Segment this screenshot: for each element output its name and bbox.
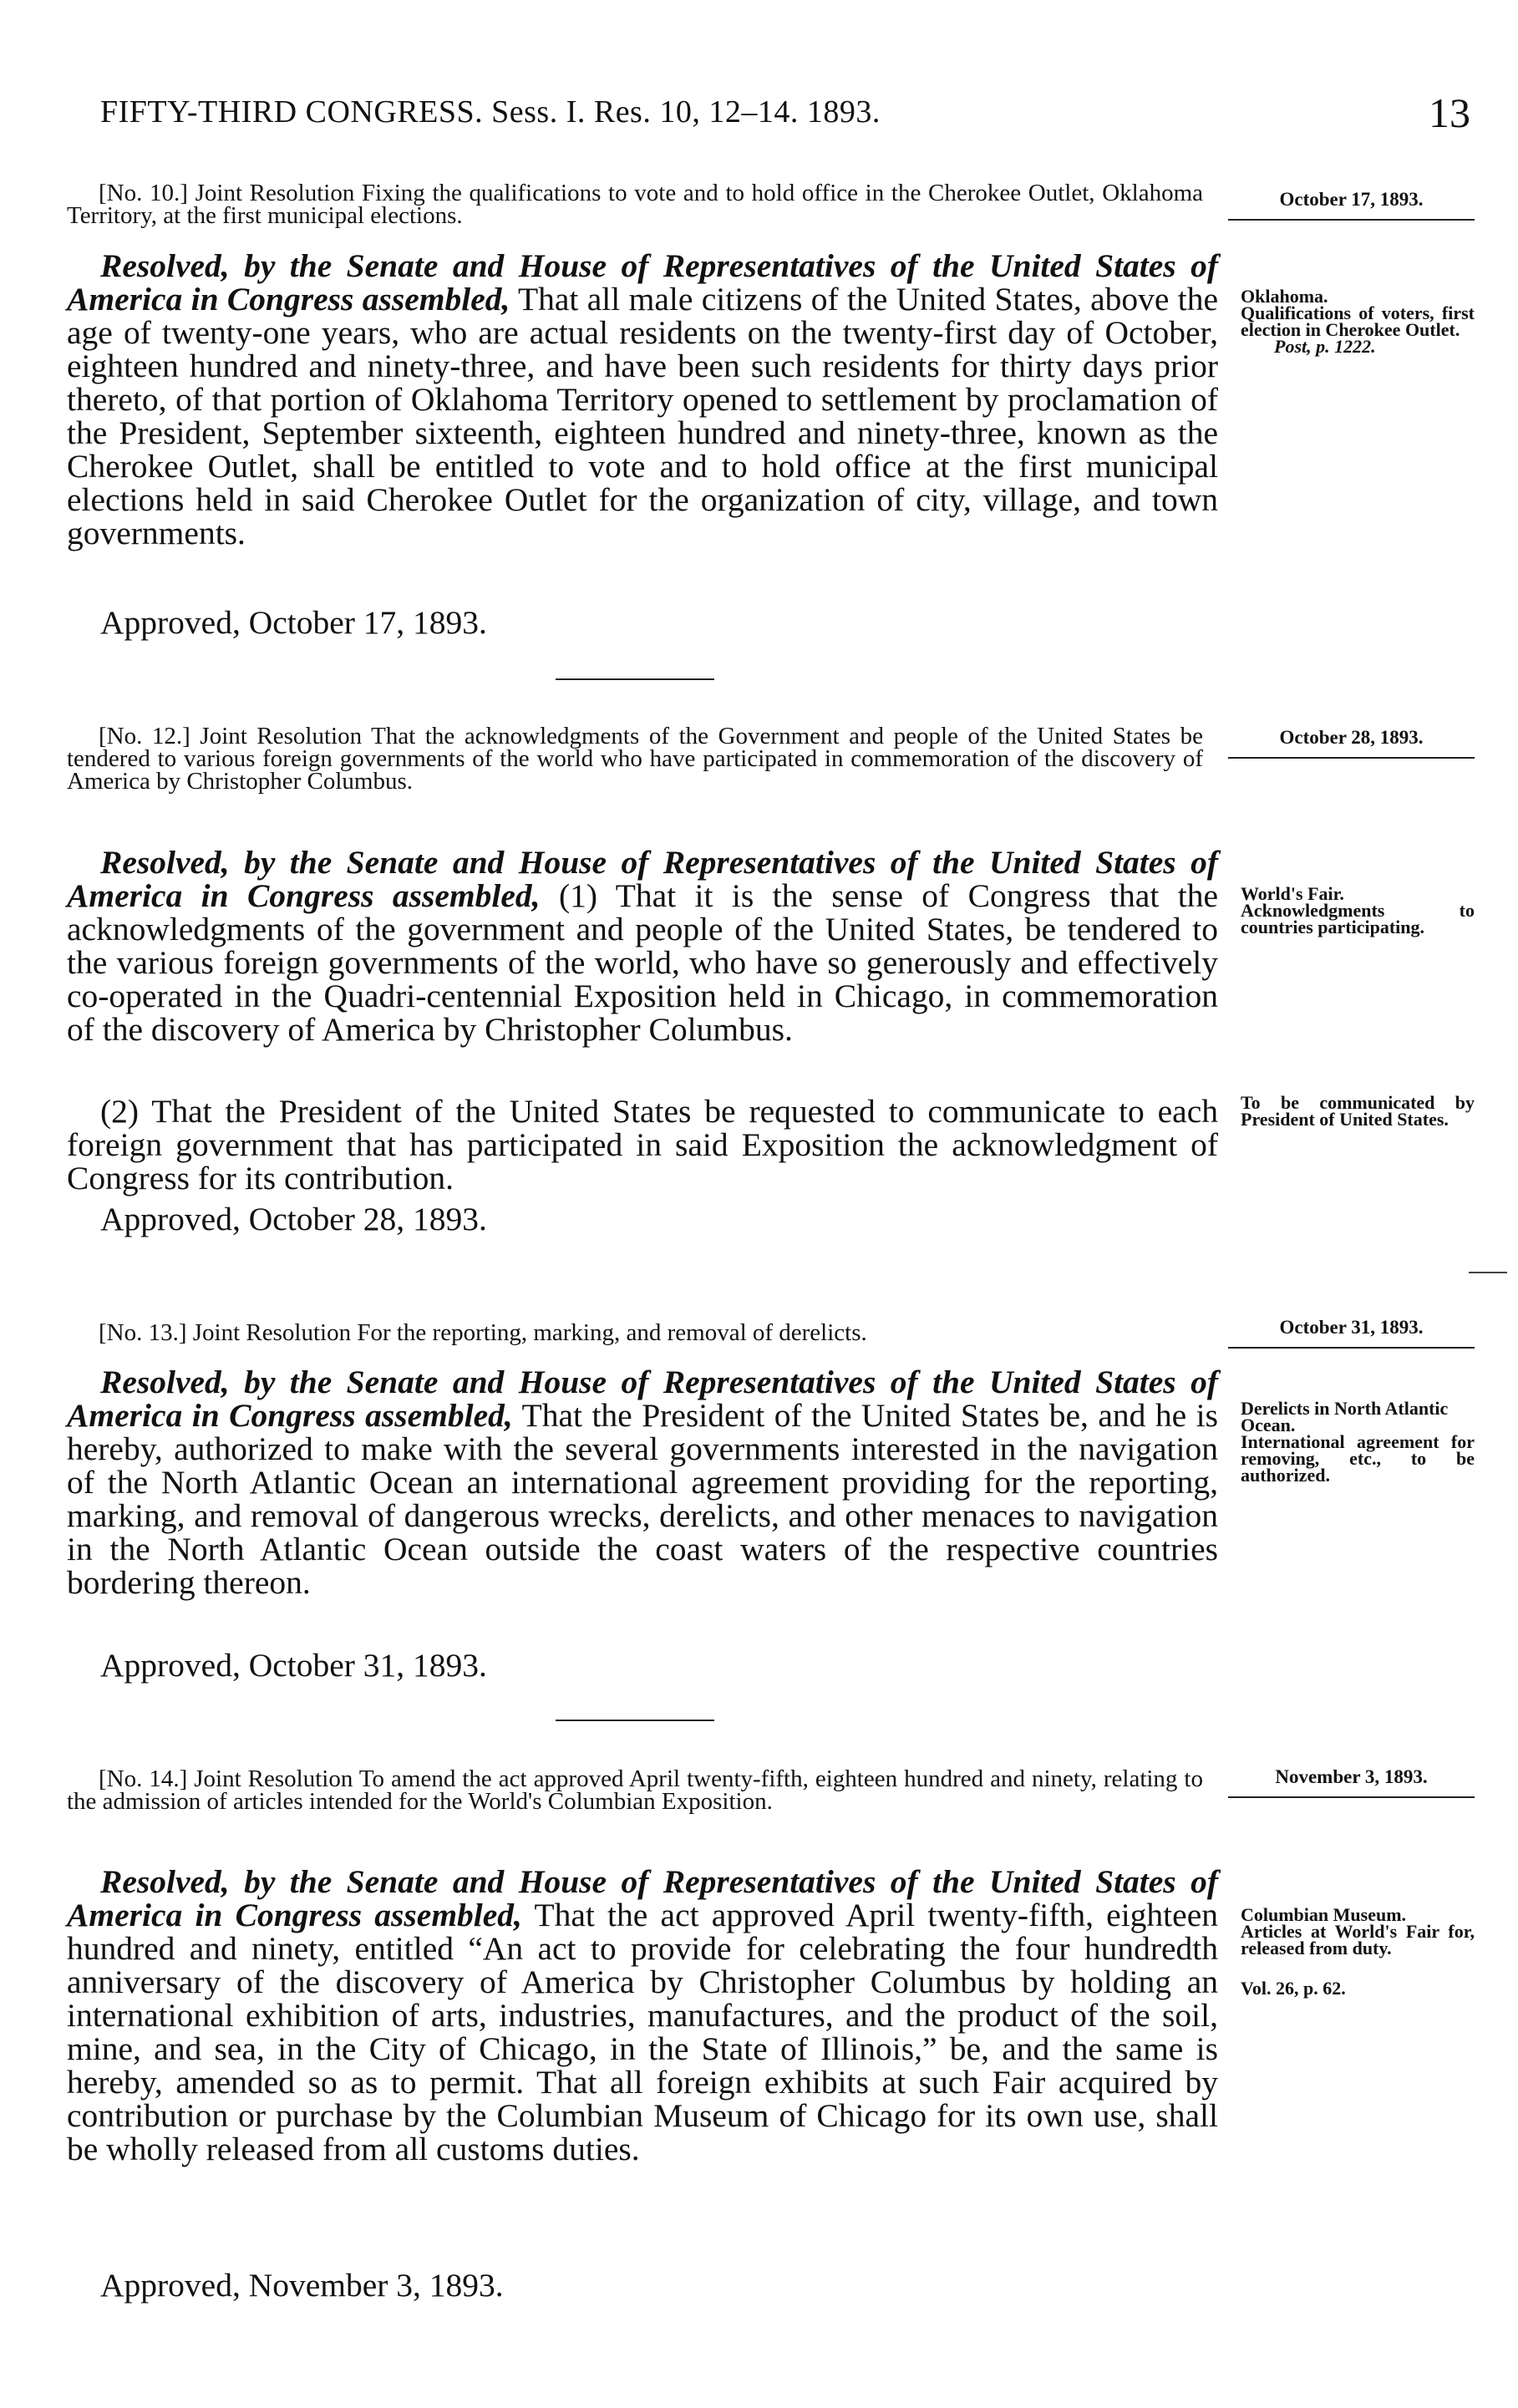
resolution-13-body [67,1365,1218,1599]
margin-note-heading: World's Fair. [1241,883,1344,904]
resolution-14-body [67,1865,1218,2166]
resolution-14-text: That the act approved April twenty-fifth, eighteen hundred and ninety, entitled “An act to provide for celebrating the four hundredth anniversary of the discovery of America by Christopher Columbus by holding an international exhibition of arts, industries, manufactures, and the product of the soil, mine, and sea, in the City of Chicago, in the State of Illinois,” be, and the same is hereby, amended so as to permit. That all foreign exhibits at such Fair acquired by contribution or purchase by the Columbian Museum of Chicago for its own use, shall be wholly released from all customs duties. [67,1897,1218,2167]
margin-note-heading: Oklahoma. [1241,286,1328,307]
resolution-12-approved: Approved, October 28, 1893. [100,1201,487,1237]
resolution-13-heading: [No. 13.] Joint Resolution For the reporting, marking, and removal of derelicts. [99,1319,867,1346]
resolution-10-heading: [No. 10.] Joint Resolution Fixing the qualifications to vote and to hold office in the Cherokee Outlet, Oklahoma Territory, at the first municipal elections. [67,180,1203,229]
resolution-13-approved: Approved, October 31, 1893. [100,1647,487,1684]
margin-note-citation: Vol. 26, p. 62. [1241,1978,1346,1999]
margin-note-text: Qualifications of voters, first election in Cherokee Outlet. [1241,302,1475,340]
resolution-12-body-2: (2) That the President of the United States be requested to communicate to each foreign government that has participated in said Exposition the acknowledgment of Congress for its contribution. [67,1093,1218,1196]
resolution-13-text: That the President of the United States be, and he is hereby, authorized to make with the several governments interested in the navigation of the North Atlantic Ocean an international agreement providing for the reporting, marking, and removal of dangerous wrecks, derelicts, and other menaces to navigation in the North Atlantic Ocean outside the coast waters of the respective countries bordering thereon. [67,1397,1219,1601]
page-number: 13 [1429,89,1470,136]
resolution-14-enacting-clause: Resolved, by the Senate and House of Representatives of the United States of America in Congress assembled, [67,1863,1218,1933]
margin-note-text: Acknowledgments to countries participating. [1241,900,1475,937]
resolution-10-approved: Approved, October 17, 1893. [100,604,487,641]
resolution-10-body [67,249,1218,550]
margin-note-text: To be communicated by President of United States. [1241,1092,1475,1130]
resolution-10-enacting-clause: Resolved, by the Senate and House of Representatives of the United States of America in Congress assembled, [67,247,1218,318]
resolution-12-margin-note-2 [1241,1092,1475,1130]
running-head [100,89,1470,144]
resolution-12-enacting-clause: Resolved, by the Senate and House of Representatives of the United States of America in Congress assembled, [67,844,1218,914]
resolution-12-heading: [No. 12.] Joint Resolution That the acknowledgments of the Government and people of the United States be tendered to various foreign governments of the world who have participated in commemoration of the discovery of America by Christopher Columbus. [67,723,1203,795]
margin-note-heading: Derelicts in North Atlantic Ocean. [1241,1398,1449,1435]
section-divider [556,678,714,680]
resolution-10-date: October 17, 1893. [1228,189,1475,221]
margin-note-text: International agreement for removing, etc., to be authorized. [1241,1431,1475,1486]
margin-note-heading: Columbian Museum. [1241,1904,1407,1925]
resolution-10-margin-note [1241,288,1475,355]
resolution-12-text: (1) That it is the sense of Congress that the acknowledgments of the government and people of the United States, be tendered to the various foreign governments of the world, who have so generously and effectively co-operated in the Quadri-centennial Exposition held in Chicago, in commemoration of the discovery of America by Christopher Columbus. [67,877,1218,1048]
resolution-14-approved: Approved, November 3, 1893. [100,2267,504,2304]
resolution-12-date: October 28, 1893. [1228,727,1475,759]
resolution-14-margin-note [1241,1904,1475,1999]
resolution-13-margin-note [1241,1400,1475,1484]
resolution-14-heading: [No. 14.] Joint Resolution To amend the act approved April twenty-fifth, eighteen hundred and ninety, relating to the admission of articles intended for the World's Columbian Exposition. [67,1765,1203,1815]
stray-mark [1469,1272,1507,1273]
resolution-13-enacting-clause: Resolved, by the Senate and House of Representatives of the United States of America in Congress assembled, [67,1364,1218,1434]
resolution-12-margin-note [1241,883,1475,937]
resolution-13-date: October 31, 1893. [1228,1317,1475,1349]
margin-note-text: Articles at World's Fair for, released from duty. [1241,1921,1475,1958]
resolution-12-body [67,846,1218,1046]
resolution-10-text: That all male citizens of the United States, above the age of twenty-one years, who are actual residents on the twenty-first day of October, eighteen hundred and ninety-three, and have been such residents for thirty days prior thereto, of that portion of Oklahoma Territory opened to settlement by proclamation of the President, September sixteenth, eighteen hundred and ninety-three, known as the Cherokee Outlet, shall be entitled to vote and to hold office at the first municipal elections held in said Cherokee Outlet for the organization of city, village, and town governments. [67,281,1218,551]
resolution-14-date: November 3, 1893. [1228,1766,1475,1798]
section-divider [556,1720,714,1721]
margin-note-citation: Post, p. 1222. [1274,336,1376,357]
running-head-title: FIFTY-THIRD CONGRESS. Sess. I. Res. 10, 12–14. 1893. [100,94,881,130]
